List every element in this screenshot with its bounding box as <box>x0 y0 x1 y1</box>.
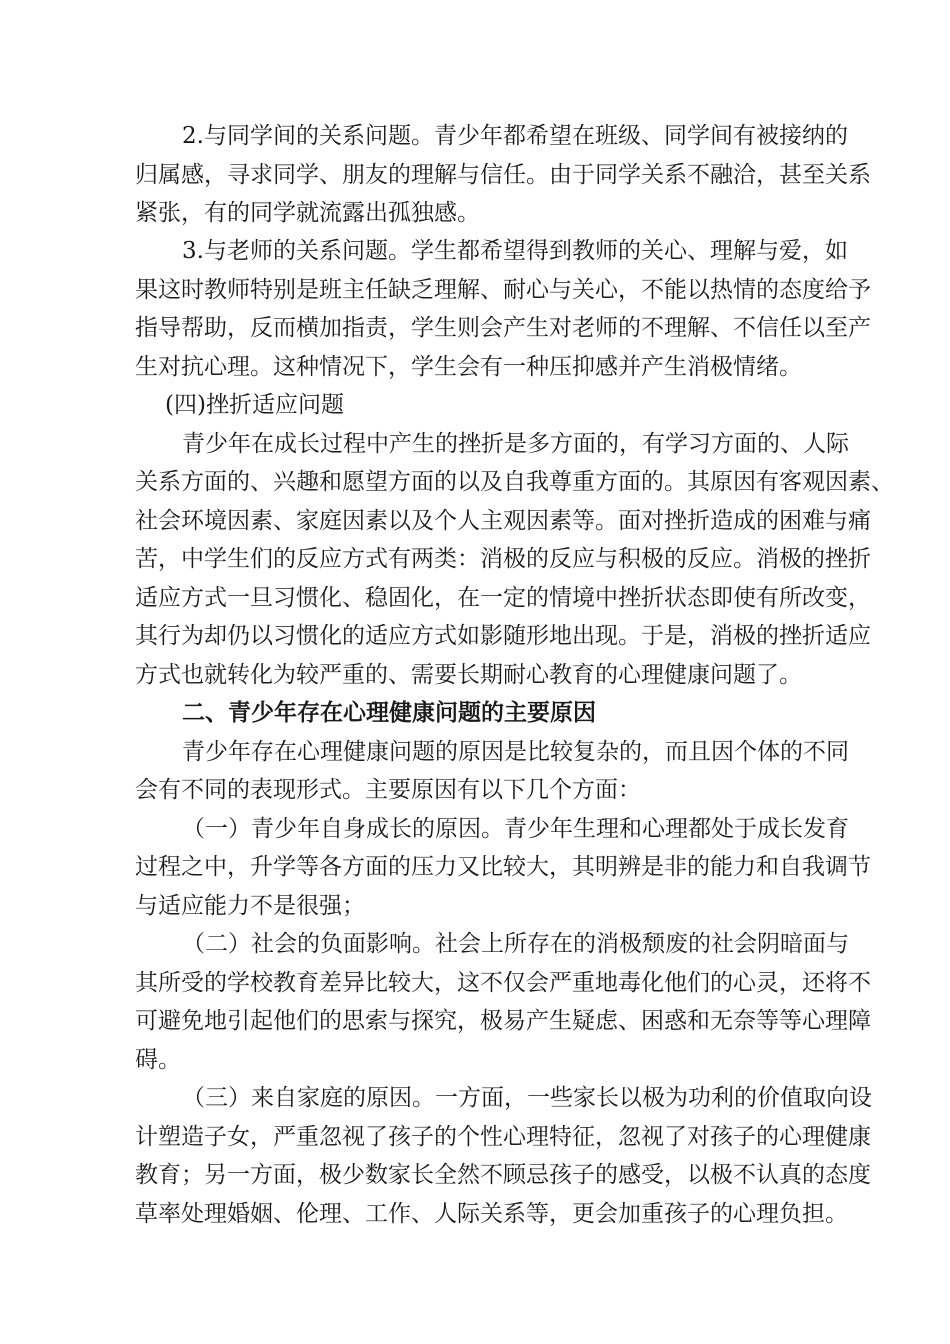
paragraph-line: 可避免地引起他们的思索与探究，极易产生疑虑、困惑和无奈等等心理障 <box>135 1008 871 1034</box>
paragraph-line: 草率处理婚姻、伦理、工作、人际关系等，更会加重孩子的心理负担。 <box>135 1201 848 1227</box>
paragraph-line: 青少年存在心理健康问题的原因是比较复杂的，而且因个体的不同 <box>182 739 849 765</box>
paragraph-line: 适应方式一旦习惯化、稳固化，在一定的情境中挫折状态即使有所改变， <box>135 585 871 611</box>
paragraph-line: 会有不同的表现形式。主要原因有以下几个方面： <box>135 777 641 803</box>
paragraph-line: 教育；另一方面，极少数家长全然不顾忌孩子的感受，以极不认真的态度 <box>135 1162 871 1188</box>
paragraph-line: 碍。 <box>135 1047 181 1073</box>
paragraph-line: 指导帮助，反而横加指责，学生则会产生对老师的不理解、不信任以至产 <box>135 315 871 341</box>
paragraph-line: 关系方面的、兴趣和愿望方面的以及自我尊重方面的。其原因有客观因素、 <box>135 469 894 495</box>
paragraph-line: 紧张，有的同学就流露出孤独感。 <box>135 200 480 226</box>
paragraph-line: 2.与同学间的关系问题。青少年都希望在班级、同学间有被接纳的 <box>182 123 848 149</box>
paragraph-line: 过程之中，升学等各方面的压力又比较大，其明辨是非的能力和自我调节 <box>135 854 871 880</box>
paragraph-line: 计塑造子女，严重忽视了孩子的个性心理特征，忽视了对孩子的心理健康 <box>135 1124 871 1150</box>
paragraph-line: 其行为却仍以习惯化的适应方式如影随形地出现。于是，消极的挫折适应 <box>135 623 871 649</box>
paragraph-line: 与适应能力不是很强； <box>135 893 365 919</box>
paragraph-line: 3.与老师的关系问题。学生都希望得到教师的关心、理解与爱，如 <box>182 238 848 264</box>
paragraph-line: 其所受的学校教育差异比较大，这不仅会严重地毒化他们的心灵，还将不 <box>135 970 871 996</box>
paragraph-line: （二）社会的负面影响。社会上所存在的消极颓废的社会阴暗面与 <box>182 931 849 957</box>
paragraph-line: 方式也就转化为较严重的、需要长期耐心教育的心理健康问题了。 <box>135 662 802 688</box>
section-heading: (四)挫折适应问题 <box>165 392 344 418</box>
paragraph-line: 青少年在成长过程中产生的挫折是多方面的，有学习方面的、人际 <box>182 431 849 457</box>
paragraph-line: 苦，中学生们的反应方式有两类：消极的反应与积极的反应。消极的挫折 <box>135 546 871 572</box>
paragraph-line: 归属感，寻求同学、朋友的理解与信任。由于同学关系不融洽，甚至关系 <box>135 162 871 188</box>
paragraph-line: （一）青少年自身成长的原因。青少年生理和心理都处于成长发育 <box>182 816 849 842</box>
paragraph-line: 果这时教师特别是班主任缺乏理解、耐心与关心，不能以热情的态度给予 <box>135 277 871 303</box>
paragraph-line: 社会环境因素、家庭因素以及个人主观因素等。面对挫折造成的困难与痛 <box>135 508 871 534</box>
paragraph-line: （三）来自家庭的原因。一方面，一些家长以极为功利的价值取向设 <box>182 1085 872 1111</box>
chapter-heading: 二、青少年存在心理健康问题的主要原因 <box>182 700 596 726</box>
paragraph-line: 生对抗心理。这种情况下，学生会有一种压抑感并产生消极情绪。 <box>135 354 802 380</box>
